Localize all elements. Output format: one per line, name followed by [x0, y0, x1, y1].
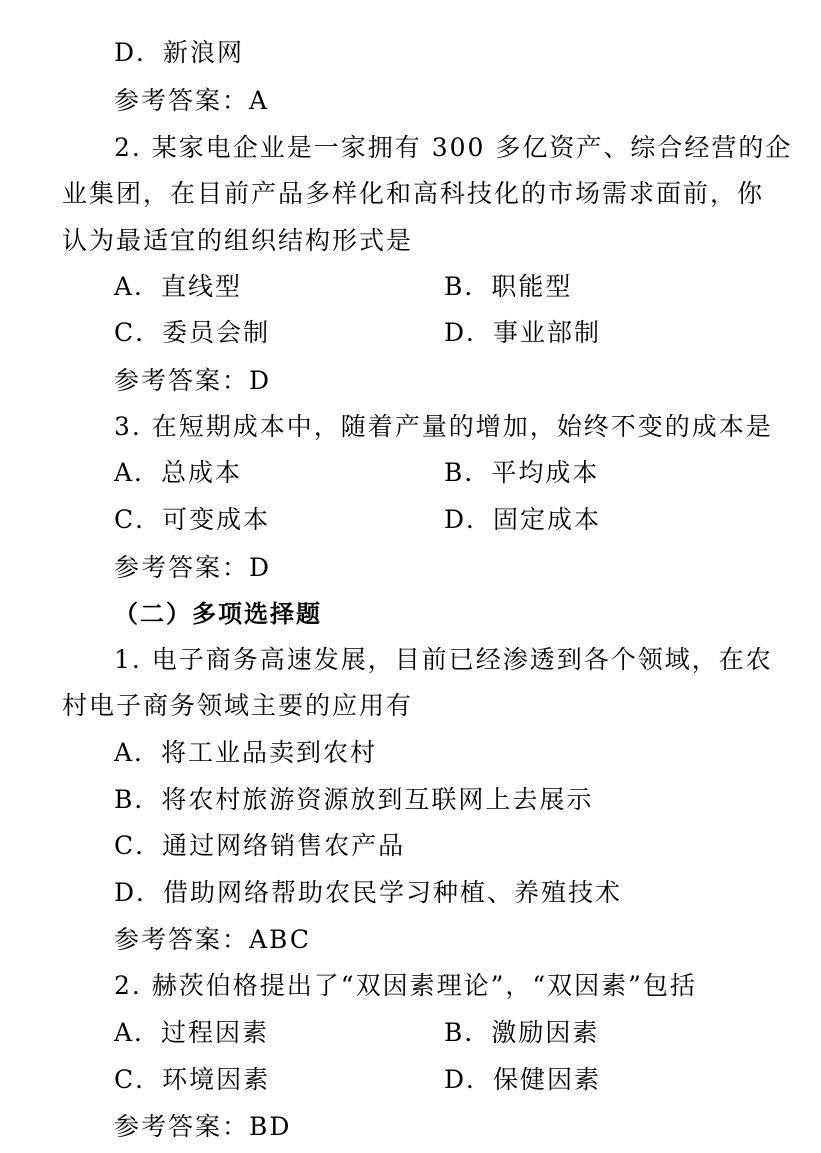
- option-b: B．激励因素: [444, 1018, 600, 1047]
- answer-text: 参考答案：D: [114, 553, 272, 582]
- option-c: C．环境因素: [114, 1065, 271, 1094]
- option-a: A．过程因素: [114, 1018, 270, 1047]
- section-heading: （二）多项选择题: [114, 600, 322, 628]
- option-a: A．将工业品卖到农村: [114, 738, 378, 767]
- option-d: D．保健因素: [444, 1065, 602, 1094]
- question-text: 村电子商务领域主要的应用有: [62, 691, 414, 720]
- question-text: 2. 赫茨伯格提出了“双因素理论”，“双因素”包括: [114, 971, 697, 1000]
- option-a: A．直线型: [114, 272, 243, 301]
- option-b: B．职能型: [444, 272, 573, 301]
- question-text: 2. 某家电企业是一家拥有 300 多亿资产、综合经营的企: [114, 133, 793, 162]
- answer-text: 参考答案：A: [114, 86, 270, 115]
- question-text: 业集团，在目前产品多样化和高科技化的市场需求面前，你: [62, 179, 765, 208]
- option-d: D．新浪网: [114, 38, 245, 67]
- question-text: 认为最适宜的组织结构形式是: [62, 226, 414, 255]
- question-text: 3. 在短期成本中，随着产量的增加，始终不变的成本是: [114, 412, 773, 441]
- answer-text: 参考答案：D: [114, 366, 272, 395]
- option-c: C．通过网络销售农产品: [114, 831, 406, 860]
- option-c: C．委员会制: [114, 318, 271, 347]
- option-b: B．平均成本: [444, 458, 600, 487]
- option-b: B．将农村旅游资源放到互联网上去展示: [114, 785, 594, 814]
- option-d: D．借助网络帮助农民学习种植、养殖技术: [114, 878, 623, 907]
- answer-text: 参考答案：BD: [114, 1112, 292, 1141]
- option-d: D．固定成本: [444, 505, 602, 534]
- option-d: D．事业部制: [444, 318, 602, 347]
- question-text: 1. 电子商务高速发展，目前已经渗透到各个领域，在农: [114, 645, 773, 674]
- answer-text: 参考答案：ABC: [114, 925, 312, 954]
- option-c: C．可变成本: [114, 505, 271, 534]
- option-a: A．总成本: [114, 458, 243, 487]
